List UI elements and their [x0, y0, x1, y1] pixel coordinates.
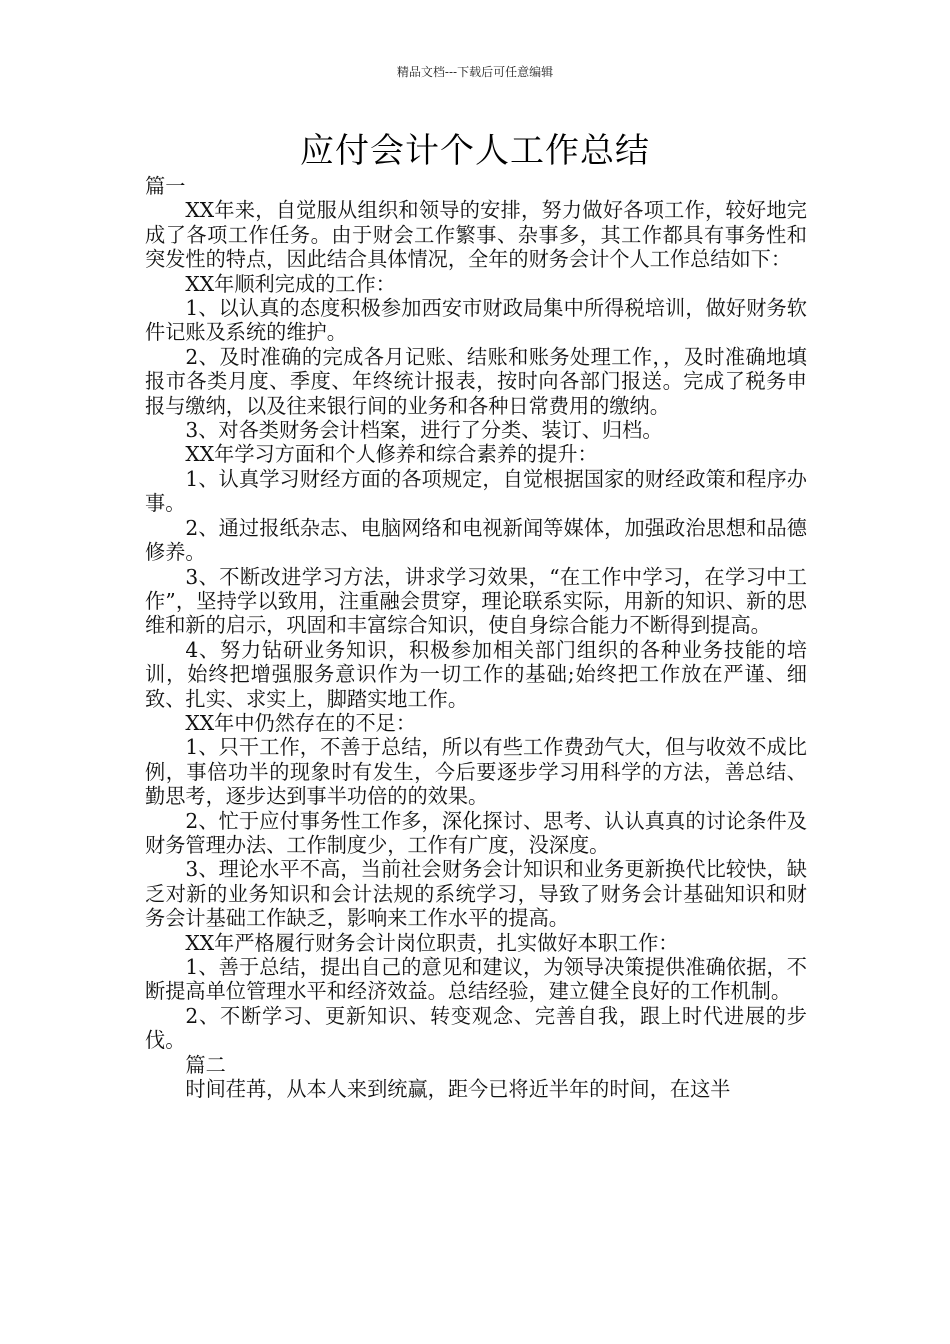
paragraph: 2、不断学习、更新知识、转变观念、完善自我，跟上时代进展的步伐。: [145, 1003, 807, 1053]
paragraph: 2、及时准确的完成各月记账、结账和账务处理工作，，及时准确地填报市各类月度、季度、年终统计报表，按时向各部门报送。完成了税务申报与缴纳，以及往来银行间的业务和各种日常费用的缴纳。: [145, 344, 807, 418]
paragraph: 3、对各类财务会计档案，进行了分类、装订、归档。: [185, 418, 663, 443]
paragraph: 1、认真学习财经方面的各项规定，自觉根据国家的财经政策和程序办事。: [145, 466, 807, 516]
paragraph: XX年学习方面和个人修养和综合素养的提升：: [185, 442, 598, 467]
paragraph: XX年顺利完成的工作：: [185, 271, 396, 296]
paragraph: XX年中仍然存在的不足：: [185, 710, 417, 735]
paragraph: XX年来，自觉服从组织和领导的安排，努力做好各项工作，较好地完成了各项工作任务。由于财会工作繁事、杂事多，其工作都具有事务性和突发性的特点，因此结合具体情况，全年的财务会计个人工作总结如下：: [145, 198, 807, 272]
section-heading-2: 篇二: [185, 1052, 226, 1077]
paragraph: XX年严格履行财务会计岗位职责，扎实做好本职工作：: [185, 930, 679, 955]
section-heading-1: 篇一: [145, 174, 186, 198]
paragraph: 4、努力钻研业务知识，积极参加相关部门组织的各种业务技能的培训，始终把增强服务意识作为一切工作的基础;始终把工作放在严谨、细致、扎实、求实上，脚踏实地工作。: [145, 637, 807, 711]
header-note: 精品文档---下载后可任意编辑: [396, 65, 554, 79]
page-title: 应付会计个人工作总结: [300, 131, 650, 171]
paragraph: 时间荏苒，从本人来到统赢，距今已将近半年的时间，在这半: [185, 1077, 731, 1102]
paragraph: 2、忙于应付事务性工作多，深化探讨、思考、认认真真的讨论条件及财务管理办法、工作制度少，工作有广度，没深度。: [145, 808, 807, 857]
paragraph: 1、善于总结，提出自己的意见和建议，为领导决策提供准确依据，不断提高单位管理水平和经济效益。总结经验，建立健全良好的工作机制。: [145, 955, 807, 1004]
paragraph: 1、以认真的态度积极参加西安市财政局集中所得税培训，做好财务软件记账及系统的维护。: [145, 296, 807, 345]
paragraph: 3、理论水平不高，当前社会财务会计知识和业务更新换代比较快，缺乏对新的业务知识和会计法规的系统学习，导致了财务会计基础知识和财务会计基础工作缺乏，影响来工作水平的提高。: [145, 857, 807, 931]
paragraph: 3、不断改进学习方法，讲求学习效果，“在工作中学习，在学习中工作”，坚持学以致用，注重融会贯穿，理论联系实际，用新的知识、新的思维和新的启示，巩固和丰富综合知识，使自身综合能力不断得到提高。: [145, 564, 807, 638]
paragraph: 1、只干工作，不善于总结，所以有些工作费劲气大，但与收效不成比例，事倍功半的现象时有发生，今后要逐步学习用科学的方法，善总结、勤思考，逐步达到事半功倍的的效果。: [145, 735, 807, 809]
paragraph: 2、通过报纸杂志、电脑网络和电视新闻等媒体，加强政治思想和品德修养。: [145, 515, 807, 565]
document-body: [145, 174, 807, 1101]
